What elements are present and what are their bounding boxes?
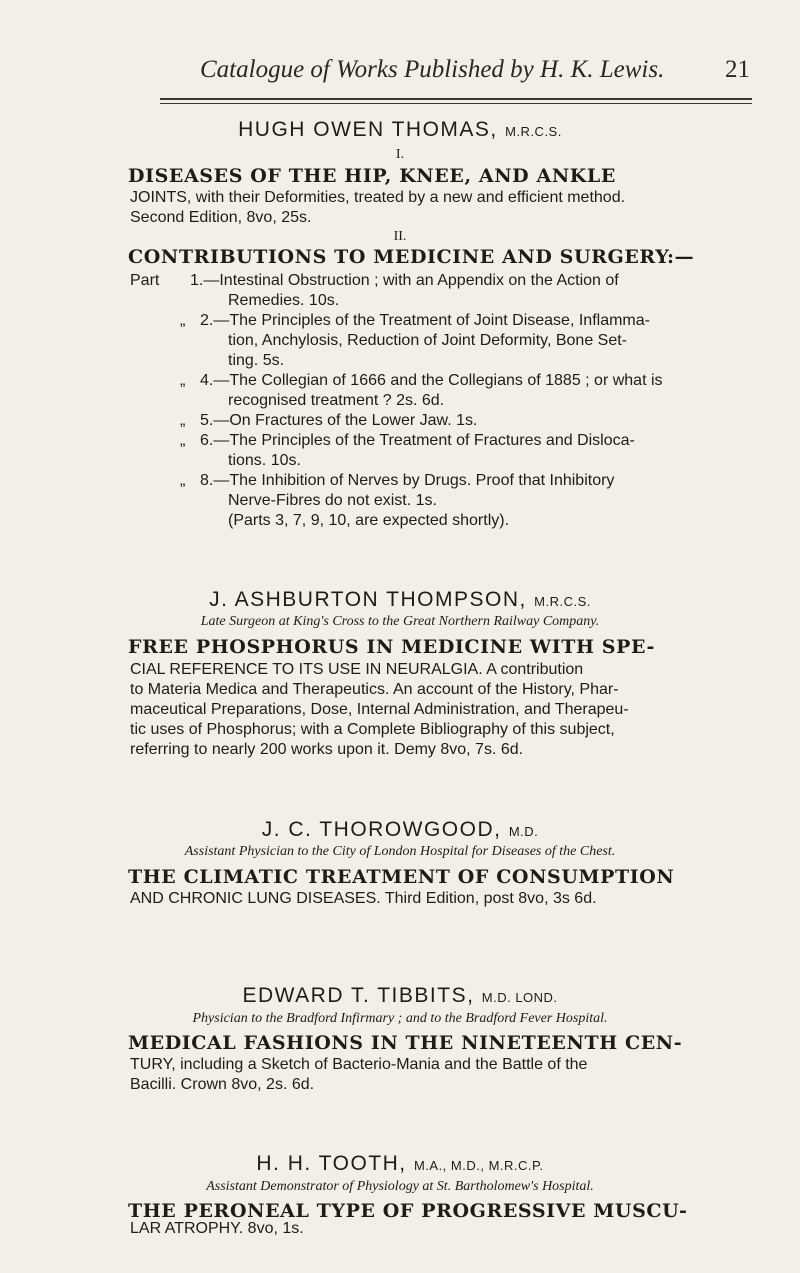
page-number: 21	[725, 56, 750, 83]
part-text: 2.—The Principles of the Treatment of Joint Disease, Inflamma-	[200, 312, 650, 329]
text-line: LAR ATROPHY. 8vo, 1s.	[130, 1220, 304, 1237]
part-text: tions. 10s.	[228, 452, 301, 469]
author-affiliation: Assistant Physician to the City of London Hospital for Diseases of the Chest.	[184, 844, 616, 859]
part-label: „	[180, 412, 186, 429]
text-line: tic uses of Phosphorus; with a Complete Bibliography of this subject,	[130, 721, 615, 738]
book-title: CONTRIBUTIONS TO MEDICINE AND SURGERY:—	[128, 246, 695, 268]
author-heading: J. C. THOROWGOOD, M.D.	[261, 818, 539, 841]
text-line: Second Edition, 8vo, 25s.	[130, 209, 312, 226]
section-numeral: I.	[395, 147, 405, 162]
author-affiliation: Physician to the Bradford Infirmary ; and to the Bradford Fever Hospital.	[192, 1011, 608, 1026]
book-title: DISEASES OF THE HIP, KNEE, AND ANKLE	[128, 165, 616, 187]
running-title: Catalogue of Works Published by H. K. Lewis.	[200, 56, 665, 83]
header-rule-thick	[160, 98, 752, 100]
text-line: CIAL REFERENCE TO ITS USE IN NEURALGIA. A contribution	[130, 661, 584, 678]
running-head	[200, 56, 750, 84]
book-title: FREE PHOSPHORUS IN MEDICINE WITH SPE-	[128, 636, 655, 658]
author-affiliation: Late Surgeon at King's Cross to the Great Northern Railway Company.	[200, 614, 600, 629]
part-text: 8.—The Inhibition of Nerves by Drugs. Proof that Inhibitory	[200, 472, 615, 489]
part-text: 1.—Intestinal Obstruction ; with an Appendix on the Action of	[190, 272, 619, 289]
part-text: 5.—On Fractures of the Lower Jaw. 1s.	[200, 412, 478, 429]
text-line: TURY, including a Sketch of Bacterio-Mania and the Battle of the	[130, 1056, 588, 1073]
book-title: THE CLIMATIC TREATMENT OF CONSUMPTION	[128, 866, 675, 888]
text-line: Bacilli. Crown 8vo, 2s. 6d.	[130, 1076, 315, 1093]
part-text: tion, Anchylosis, Reduction of Joint Deformity, Bone Set-	[228, 332, 628, 349]
author-degree: M.A., M.D., M.R.C.P.	[413, 1158, 544, 1173]
part-text: Nerve-Fibres do not exist. 1s.	[228, 492, 437, 509]
part-text: 4.—The Collegian of 1666 and the Collegians of 1885 ; or what is	[200, 372, 663, 389]
text-line: maceutical Preparations, Dose, Internal Administration, and Therapeu-	[130, 701, 629, 718]
author-degree: M.R.C.S.	[534, 594, 591, 609]
author-degree: M.D.	[508, 824, 539, 839]
book-title: THE PERONEAL TYPE OF PROGRESSIVE MUSCU-	[128, 1200, 688, 1222]
author-heading: J. ASHBURTON THOMPSON, M.R.C.S.	[209, 588, 591, 611]
author-degree: M.R.C.S.	[505, 124, 562, 139]
section-numeral: II.	[393, 229, 407, 244]
part-text: (Parts 3, 7, 9, 10, are expected shortly).	[228, 512, 510, 529]
text-line: JOINTS, with their Deformities, treated by a new and efficient method.	[130, 189, 626, 206]
part-label: „	[180, 312, 186, 329]
text-line: referring to nearly 200 works upon it. Demy 8vo, 7s. 6d.	[130, 741, 524, 758]
author-degree: M.D. LOND.	[481, 990, 558, 1005]
part-label: „	[180, 432, 186, 449]
header-rule-thin	[160, 103, 752, 104]
author-heading: H. H. TOOTH, M.A., M.D., M.R.C.P.	[256, 1152, 544, 1175]
part-text: recognised treatment ? 2s. 6d.	[228, 392, 445, 409]
part-text: ting. 5s.	[228, 352, 285, 369]
author-affiliation: Assistant Demonstrator of Physiology at St. Bartholomew's Hospital.	[206, 1179, 594, 1194]
part-text: Remedies. 10s.	[228, 292, 340, 309]
part-text: 6.—The Principles of the Treatment of Fractures and Disloca-	[200, 432, 635, 449]
book-title: MEDICAL FASHIONS IN THE NINETEENTH CEN-	[128, 1032, 683, 1054]
text-line: AND CHRONIC LUNG DISEASES. Third Edition, post 8vo, 3s 6d.	[130, 890, 597, 907]
author-heading: HUGH OWEN THOMAS, M.R.C.S.	[238, 118, 562, 141]
text-line: to Materia Medica and Therapeutics. An account of the History, Phar-	[130, 681, 619, 698]
part-label: Part	[130, 272, 160, 289]
part-label: „	[180, 372, 186, 389]
part-label: „	[180, 472, 186, 489]
author-heading: EDWARD T. TIBBITS, M.D. LOND.	[242, 984, 558, 1007]
